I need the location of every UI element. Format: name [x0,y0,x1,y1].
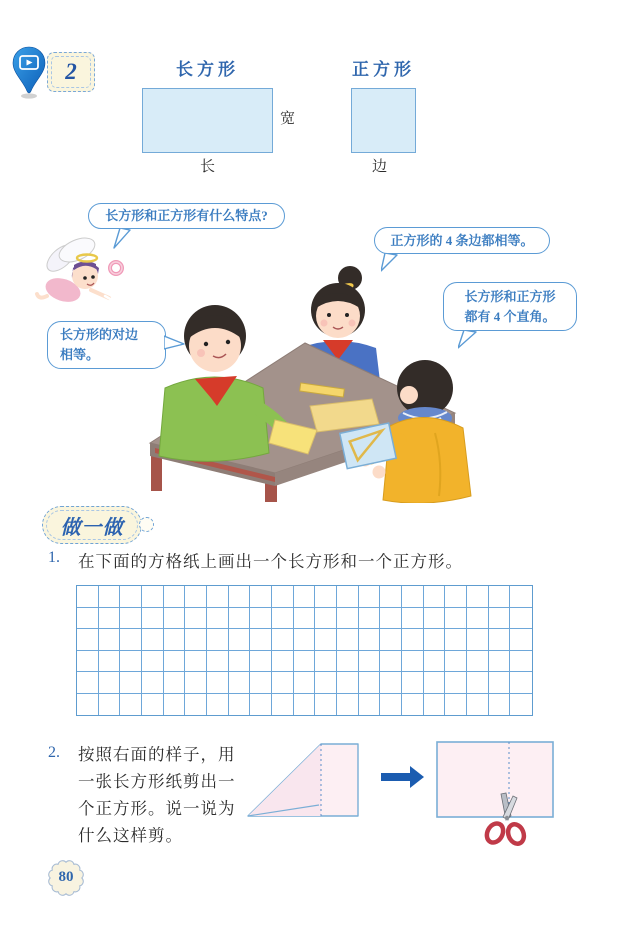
rectangle-length-label: 长 [200,159,216,175]
grid-cell [510,608,532,630]
speech-bubble-opposite-sides [47,321,166,369]
grid-cell [424,608,446,630]
grid-cell [99,694,121,716]
grid-cell [445,651,467,673]
grid-cell [445,694,467,716]
grid-cell [489,651,511,673]
grid-cell [77,629,99,651]
grid-cell [337,672,359,694]
grid-cell [77,586,99,608]
cut-paper-shape [437,742,553,817]
bubble-tail [111,228,131,250]
grid-cell [164,629,186,651]
grid-cell [402,586,424,608]
bubble-tail [381,253,401,273]
grid-cell [359,629,381,651]
grid-cell [294,651,316,673]
grid-cell [315,672,337,694]
grid-cell [467,694,489,716]
page-number-seal [46,858,86,898]
grid-cell [272,694,294,716]
grid-cell [272,651,294,673]
item2-line: 什么这样剪。 [78,826,183,845]
grid-cell [185,651,207,673]
grid-cell [315,629,337,651]
grid-cell [359,608,381,630]
video-pin-icon [12,46,46,100]
grid-cell [315,608,337,630]
grid-cell [359,586,381,608]
grid-cell [467,651,489,673]
grid-cell [142,586,164,608]
grid-cell [120,651,142,673]
grid-cell [337,651,359,673]
speech-bubble-square-sides [374,227,550,254]
grid-cell [510,694,532,716]
grid-cell [489,608,511,630]
grid-cell [445,608,467,630]
grid-cell [272,586,294,608]
grid-cell [467,586,489,608]
grid-cell [315,694,337,716]
grid-cell [164,608,186,630]
grid-cell [380,651,402,673]
grid-cell [294,672,316,694]
grid-cell [294,694,316,716]
grid-cell [402,629,424,651]
grid-cell [272,672,294,694]
grid-cell [99,672,121,694]
grid-cell [467,629,489,651]
square-sides-text: 正方形的 4 条边都相等。 [390,232,534,248]
grid-cell [294,586,316,608]
grid-cell [229,651,251,673]
grid-cell [185,586,207,608]
grid-cell [164,694,186,716]
grid-cell [315,586,337,608]
grid-cell [207,672,229,694]
grid-paper [76,585,533,716]
grid-cell [489,694,511,716]
practice-section-badge [42,506,142,544]
grid-cell [185,629,207,651]
grid-cell [229,629,251,651]
paper-cutting-diagram [240,733,570,853]
grid-cell [402,651,424,673]
grid-cell [77,672,99,694]
speech-bubble-question [88,203,285,229]
grid-cell [510,629,532,651]
folded-paper-shape [248,744,358,816]
item2-line: 按照右面的样子，用 [78,745,236,764]
grid-cell [99,629,121,651]
grid-cell [77,694,99,716]
grid-cell [359,672,381,694]
grid-cell [164,672,186,694]
grid-cell [229,672,251,694]
square-side-label: 边 [372,159,388,175]
grid-cell [294,629,316,651]
square-shape [351,88,416,153]
lesson-number: 2 [65,59,77,84]
grid-cell [164,586,186,608]
rectangle-title: 长方形 [176,60,239,79]
opposite-sides-line2: 相等。 [60,347,100,362]
grid-cell [315,651,337,673]
grid-cell [380,608,402,630]
grid-cell [77,651,99,673]
grid-cell [99,651,121,673]
grid-cell [510,672,532,694]
grid-cell [510,586,532,608]
grid-cell [77,608,99,630]
speech-ring-icon [110,262,122,274]
item2-line: 个正方形。说一说为 [78,799,236,818]
grid-cell [272,608,294,630]
grid-cell [424,586,446,608]
grid-cell [185,672,207,694]
grid-cell [337,694,359,716]
grid-cell [185,694,207,716]
grid-cell [380,694,402,716]
grid-cell [120,629,142,651]
grid-cell [359,651,381,673]
grid-cell [250,672,272,694]
grid-cell [207,651,229,673]
grid-cell [337,586,359,608]
item1-text: 在下面的方格纸上画出一个长方形和一个正方形。 [78,552,463,571]
grid-cell [467,608,489,630]
grid-cell [185,608,207,630]
opposite-sides-line1: 长方形的对边 [60,327,139,342]
grid-cell [229,586,251,608]
grid-cell [250,608,272,630]
grid-cell [424,672,446,694]
bubble-tail [458,330,478,350]
grid-cell [142,629,164,651]
grid-cell [489,672,511,694]
page-number: 80 [58,869,74,885]
grid-cell [424,629,446,651]
grid-cell [250,586,272,608]
grid-cell [120,586,142,608]
grid-cell [445,586,467,608]
rectangle-shape [142,88,273,153]
grid-cell [207,629,229,651]
item2-line: 一张长方形纸剪出一 [78,772,236,791]
grid-cell [489,629,511,651]
grid-cell [272,629,294,651]
right-angles-line2: 都有 4 个直角。 [464,308,556,324]
grid-cell [142,651,164,673]
grid-cell [359,694,381,716]
question-text: 长方形和正方形有什么特点? [105,208,268,223]
grid-cell [120,672,142,694]
grid-cell [120,608,142,630]
grid-cell [142,694,164,716]
grid-cell [337,608,359,630]
grid-cell [489,586,511,608]
grid-cell [467,672,489,694]
grid-cell [142,672,164,694]
grid-cell [99,608,121,630]
grid-cell [510,651,532,673]
bubble-tail [164,334,186,352]
grid-cell [445,672,467,694]
grid-cell [424,694,446,716]
grid-cell [250,651,272,673]
grid-cell [250,629,272,651]
grid-cell [99,586,121,608]
rectangle-width-label: 宽 [280,111,296,127]
square-title: 正方形 [352,60,415,79]
grid-cell [229,608,251,630]
grid-cell [207,694,229,716]
grid-cell [380,672,402,694]
grid-cell [207,608,229,630]
item2-number: 2. [48,744,60,761]
grid-cell [250,694,272,716]
grid-cell [380,629,402,651]
grid-cell [142,608,164,630]
arrow-right-icon [381,766,424,788]
lesson-book-badge [47,52,95,92]
practice-badge-circle [139,517,154,532]
grid-cell [402,694,424,716]
grid-cell [294,608,316,630]
grid-cell [120,694,142,716]
grid-cell [402,672,424,694]
grid-cell [424,651,446,673]
item1-number: 1. [48,549,60,566]
grid-cell [207,586,229,608]
grid-cell [445,629,467,651]
grid-cell [380,586,402,608]
speech-bubble-right-angles [443,282,577,331]
grid-cell [402,608,424,630]
practice-section-title: 做一做 [60,516,124,539]
children-illustration [95,248,495,503]
grid-cell [229,694,251,716]
grid-cell [164,651,186,673]
right-angles-line1: 长方形和正方形 [464,288,556,304]
grid-cell [337,629,359,651]
